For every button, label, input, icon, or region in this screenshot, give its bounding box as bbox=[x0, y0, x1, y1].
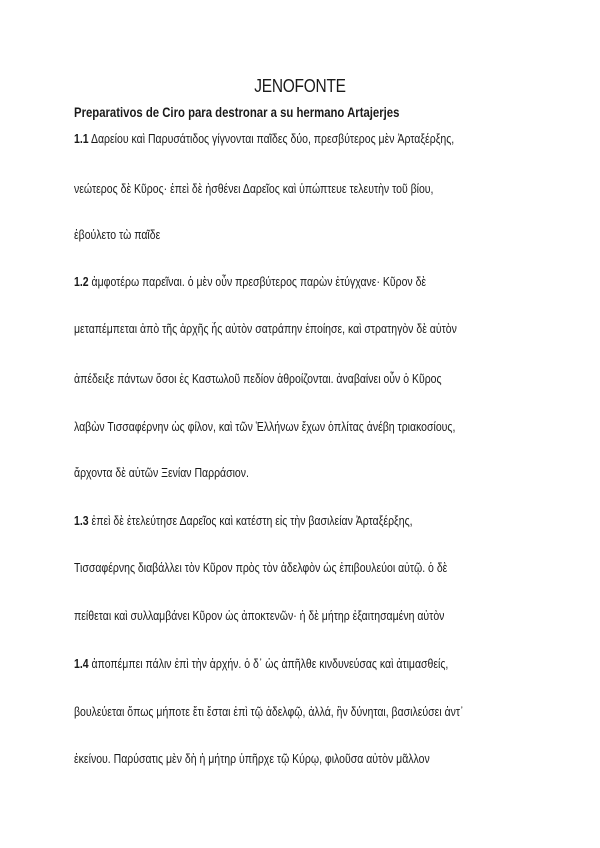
line-text: ἀποπέμπει πάλιν ἐπὶ τὴν ἀρχήν. ὁ δ᾽ ὡς ἀπῆλθε κινδυνεύσας καὶ ἀτιμασθείς, bbox=[88, 657, 449, 671]
page-title: JENOFONTE bbox=[254, 76, 346, 96]
line-text: ἐπεὶ δὲ ἐτελεύτησε Δαρεῖος καὶ κατέστη εἰς τὴν βασιλείαν Ἀρταξέρξης, bbox=[88, 514, 413, 528]
text-line bbox=[74, 466, 249, 480]
text-line bbox=[74, 561, 447, 575]
section-heading: Preparativos de Ciro para destronar a su hermano Artajerjes bbox=[74, 105, 400, 120]
section-number: 1.4 bbox=[74, 657, 89, 671]
line-text: πείθεται καὶ συλλαμβάνει Κῦρον ὡς ἀποκτενῶν· ἡ δὲ μήτηρ ἐξαιτησαμένη αὐτὸν bbox=[74, 609, 445, 623]
line-text: ἐβούλετο τὼ παῖδε bbox=[74, 228, 161, 242]
line-text: ἀμφοτέρω παρεῖναι. ὁ μὲν οὖν πρεσβύτερος παρὼν ἐτύγχανε· Κῦρον δὲ bbox=[88, 275, 427, 289]
line-text: βουλεύεται ὅπως μήποτε ἔτι ἔσται ἐπὶ τῷ ἀδελφῷ, ἀλλά, ἢν δύνηται, βασιλεύσει ἀντ᾽ bbox=[74, 705, 464, 719]
text-line bbox=[74, 609, 444, 623]
text-line bbox=[74, 132, 454, 146]
section-number: 1.3 bbox=[74, 514, 89, 528]
line-text: Τισσαφέρνης διαβάλλει τὸν Κῦρον πρὸς τὸν ἀδελφὸν ὡς ἐπιβουλεύοι αὐτῷ. ὁ δὲ bbox=[74, 561, 448, 575]
line-text: μεταπέμπεται ἀπὸ τῆς ἀρχῆς ἧς αὐτὸν σατράπην ἐποίησε, καὶ στρατηγὸν δὲ αὐτὸν bbox=[74, 322, 457, 336]
text-line bbox=[74, 705, 464, 719]
text-line bbox=[74, 514, 413, 528]
text-line bbox=[74, 420, 455, 434]
text-line bbox=[74, 372, 442, 386]
section-number: 1.2 bbox=[74, 275, 89, 289]
text-line bbox=[74, 275, 426, 289]
line-text: λαβὼν Τισσαφέρνην ὡς φίλον, καὶ τῶν Ἑλλήνων ἔχων ὁπλίτας ἀνέβη τριακοσίους, bbox=[74, 420, 456, 434]
text-line bbox=[74, 657, 448, 671]
text-line bbox=[74, 322, 457, 336]
section-number: 1.1 bbox=[74, 132, 89, 146]
text-line bbox=[74, 182, 433, 196]
line-text: ἄρχοντα δὲ αὐτῶν Ξενίαν Παρράσιον. bbox=[74, 466, 249, 480]
text-line bbox=[74, 228, 160, 242]
line-text: Δαρείου καὶ Παρυσάτιδος γίγνονται παῖδες δύο, πρεσβύτερος μὲν Ἀρταξέρξης, bbox=[88, 132, 455, 146]
line-text: ἀπέδειξε πάντων ὅσοι ἐς Καστωλοῦ πεδίον ἁθροίζονται. ἀναβαίνει οὖν ὁ Κῦρος bbox=[74, 372, 442, 386]
line-text: νεώτερος δὲ Κῦρος· ἐπεὶ δὲ ἠσθένει Δαρεῖος καὶ ὑπώπτευε τελευτὴν τοῦ βίου, bbox=[74, 182, 434, 196]
line-text: ἐκείνου. Παρύσατις μὲν δὴ ἡ μήτηρ ὑπῆρχε τῷ Κύρῳ, φιλοῦσα αὐτὸν μᾶλλον bbox=[74, 752, 430, 766]
text-line bbox=[74, 752, 430, 766]
